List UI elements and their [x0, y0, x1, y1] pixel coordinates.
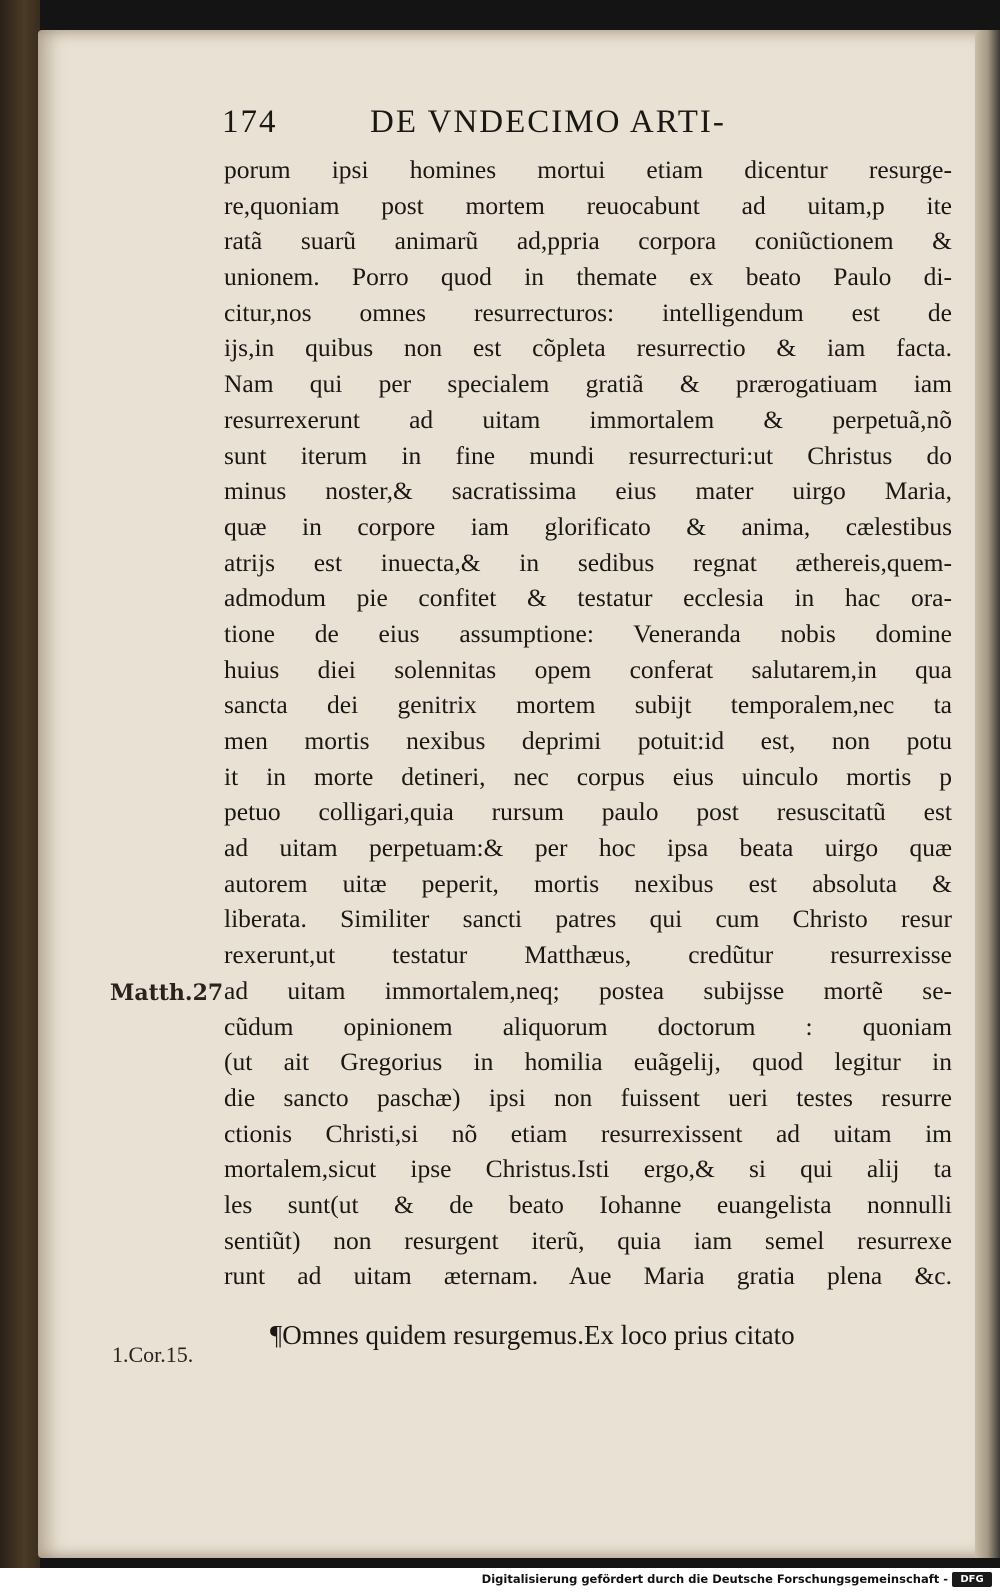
dfg-logo: DFG — [952, 1572, 992, 1587]
text-line: minus noster,& sacratissima eius mater uirgo Maria, — [224, 476, 952, 506]
text-line: cũdum opinionem aliquorum doctorum : quoniam — [224, 1011, 952, 1041]
footer-credit: Digitalisierung gefördert durch die Deutsche Forschungsgemeinschaft - — [481, 1572, 948, 1586]
text-line: Nam qui per specialem gratiã & prærogatiuam iam — [224, 369, 952, 399]
body-text — [224, 152, 952, 1294]
next-paragraph — [270, 1318, 955, 1354]
page-number: 174 — [222, 104, 278, 140]
text-line: huius diei solennitas opem conferat salutarem,in qua — [224, 654, 952, 684]
text-line: sentiũt) non resurgent iterũ, quia iam semel resurrexe — [224, 1225, 952, 1255]
text-line: ratã suarũ animarũ ad,ppria corpora coniũctionem & — [224, 226, 952, 256]
text-line: (ut ait Gregorius in homilia euãgelij, quod legitur in — [224, 1047, 952, 1077]
text-line: les sunt(ut & de beato Iohanne euangelista nonnulli — [224, 1189, 952, 1219]
text-line: men mortis nexibus deprimi potuit:id est, non potu — [224, 726, 952, 755]
margin-note-corinthians: 1.Cor.15. — [112, 1342, 194, 1367]
text-line: mortalem,sicut ipse Christus.Isti ergo,& si qui alij ta — [224, 1154, 952, 1184]
digitization-footer — [0, 1568, 1000, 1593]
text-line: ctionis Christi,si nõ etiam resurrexissent ad uitam im — [224, 1118, 952, 1148]
margin-note-matthew: Matth.27 — [110, 980, 224, 1006]
text-line: it in morte detineri, nec corpus eius uinculo mortis p — [224, 761, 952, 791]
text-line: ¶Omnes quidem resurgemus.Ex loco prius citato — [270, 1320, 795, 1350]
text-line: admodum pie confitet & testatur ecclesia in hac ora- — [224, 583, 952, 613]
running-title: DE VNDECIMO ARTI- — [370, 104, 726, 140]
page-edge — [975, 30, 1000, 1558]
text-line: atrijs est inuecta,& in sedibus regnat æthereis,quem- — [224, 547, 952, 577]
text-line: porum ipsi homines mortui etiam dicentur resurge- — [224, 155, 952, 184]
text-line: ad uitam immortalem,neq; postea subijsse mortẽ se- — [224, 975, 952, 1005]
text-line: ijs,in quibus non est cõpleta resurrectio & iam facta. — [224, 333, 952, 363]
text-line: autorem uitæ peperit, mortis nexibus est absoluta & — [224, 868, 952, 898]
text-line: re,quoniam post mortem reuocabunt ad uitam,p ite — [224, 190, 952, 220]
text-line: rexerunt,ut testatur Matthæus, credũtur resurrexisse — [224, 940, 952, 970]
text-line: resurrexerunt ad uitam immortalem & perpetuã,nõ — [224, 404, 952, 434]
running-head — [222, 104, 862, 148]
text-line: citur,nos omnes resurrecturos: intelligendum est de — [224, 297, 952, 327]
book-cover-edge — [0, 0, 40, 1568]
text-line: sunt iterum in fine mundi resurrecturi:ut Christus do — [224, 440, 952, 470]
text-line: unionem. Porro quod in themate ex beato Paulo di- — [224, 262, 952, 292]
text-line: die sancto paschæ) ipsi non fuissent ueri testes resurre — [224, 1082, 952, 1112]
text-line: liberata. Similiter sancti patres qui cum Christo resur — [224, 904, 952, 934]
text-line: runt ad uitam æternam. Aue Maria gratia plena &c. — [224, 1261, 952, 1291]
text-line: quæ in corpore iam glorificato & anima, cælestibus — [224, 511, 952, 541]
text-line: sancta dei genitrix mortem subijt temporalem,nec ta — [224, 690, 952, 720]
text-line: tione de eius assumptione: Veneranda nobis domine — [224, 618, 952, 648]
text-line: ad uitam perpetuam:& per hoc ipsa beata uirgo quæ — [224, 833, 952, 863]
text-line: petuo colligari,quia rursum paulo post resuscitatũ est — [224, 797, 952, 827]
